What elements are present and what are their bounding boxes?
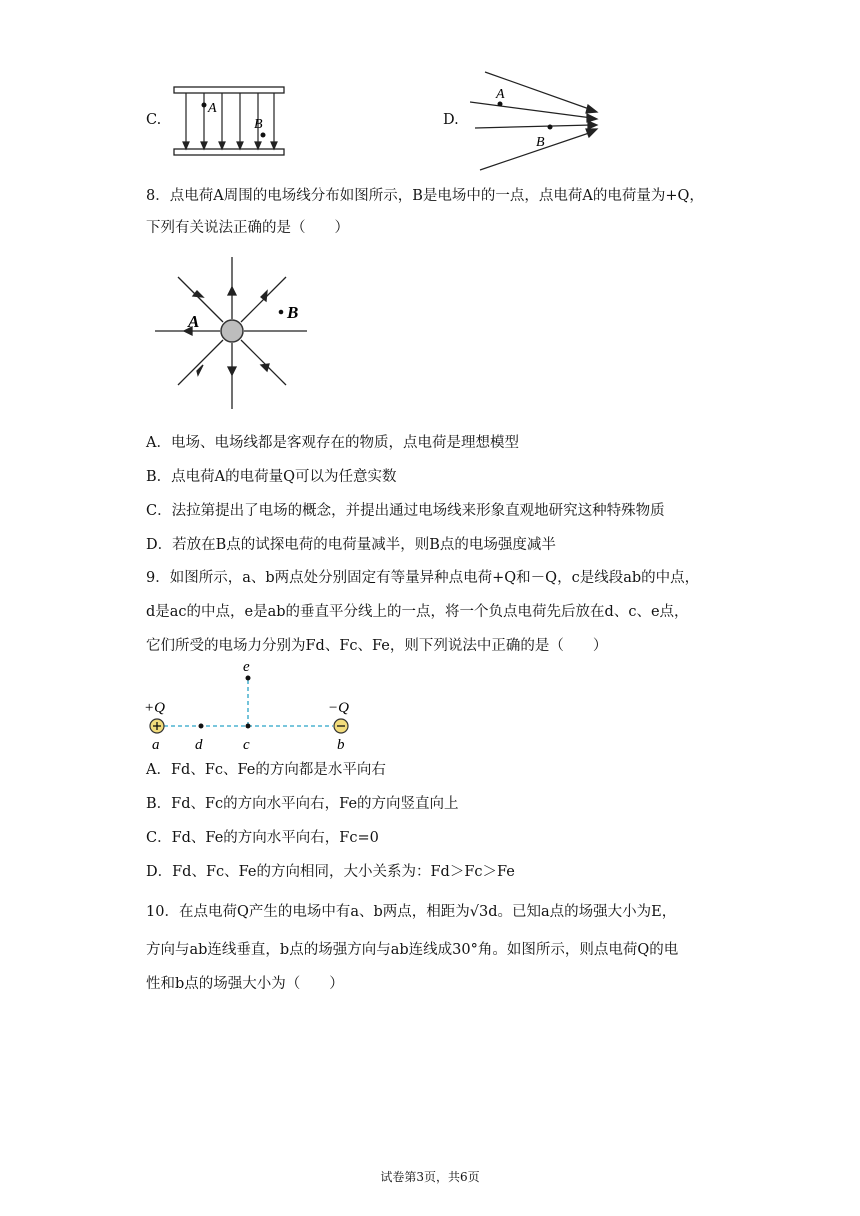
figure-q9-dipole	[140, 658, 370, 754]
figure-q8-point-charge	[150, 253, 312, 413]
q8-stem-line2: 下列有关说法正确的是（ ）	[146, 220, 349, 236]
q10-stem-line3: 性和b点的场强大小为（ ）	[146, 976, 344, 992]
option-d-label: D.	[443, 112, 459, 128]
q9-option-d: D．Fd、Fc、Fe的方向相同，大小关系为：Fd＞Fc＞Fe	[146, 864, 515, 880]
q8-option-d: D．若放在B点的试探电荷的电荷量减半，则B点的电场强度减半	[146, 537, 556, 553]
q10-stem-line1: 10．在点电荷Q产生的电场中有a、b两点，相距为√3d。已知a点的场强大小为E，	[146, 904, 677, 920]
q8-fig-label-a: A	[188, 312, 200, 331]
fig-c-point-a: A	[208, 101, 217, 116]
page-footer: 试卷第3页，共6页	[380, 1170, 480, 1184]
fig-d-point-a: A	[496, 87, 505, 102]
q9-fig-label-e: e	[243, 659, 250, 675]
q9-stem-line1: 9．如图所示，a、b两点处分别固定有等量异种点电荷+Q和－Q，c是线段ab的中点，	[146, 570, 700, 586]
figure-option-c	[166, 82, 296, 162]
figure-option-d	[470, 66, 605, 176]
q9-fig-plus-q: +Q	[144, 700, 165, 716]
q9-fig-label-d: d	[195, 737, 203, 753]
option-c-label: C.	[146, 112, 162, 128]
q9-option-c: C．Fd、Fe的方向水平向右，Fc=0	[146, 830, 379, 846]
q8-fig-label-b: B	[287, 303, 299, 322]
q8-option-b: B．点电荷A的电荷量Q可以为任意实数	[146, 469, 397, 485]
q9-fig-label-c: c	[243, 737, 250, 753]
q8-option-a: A．电场、电场线都是客观存在的物质，点电荷是理想模型	[146, 435, 519, 451]
q9-stem-line3: 它们所受的电场力分别为Fd、Fc、Fe，则下列说法中正确的是（ ）	[146, 638, 608, 654]
q8-stem-line1: 8．点电荷A周围的电场线分布如图所示，B是电场中的一点，点电荷A的电荷量为+Q，	[146, 188, 704, 204]
q8-option-c: C．法拉第提出了电场的概念，并提出通过电场线来形象直观地研究这种特殊物质	[146, 503, 665, 519]
q9-stem-line2: d是ac的中点，e是ab的垂直平分线上的一点，将一个负点电荷先后放在d、c、e点，	[146, 604, 689, 620]
fig-c-point-b: B	[254, 117, 263, 132]
q9-option-b: B．Fd、Fc的方向水平向右，Fe的方向竖直向上	[146, 796, 459, 812]
q10-stem-line2: 方向与ab连线垂直，b点的场强方向与ab连线成30°角。如图所示，则点电荷Q的电	[146, 942, 679, 958]
q9-fig-minus-q: −Q	[328, 700, 349, 716]
q9-option-a: A．Fd、Fc、Fe的方向都是水平向右	[146, 762, 386, 778]
fig-d-point-b: B	[536, 135, 545, 150]
q9-fig-label-a: a	[152, 737, 160, 753]
q9-fig-label-b: b	[337, 737, 345, 753]
